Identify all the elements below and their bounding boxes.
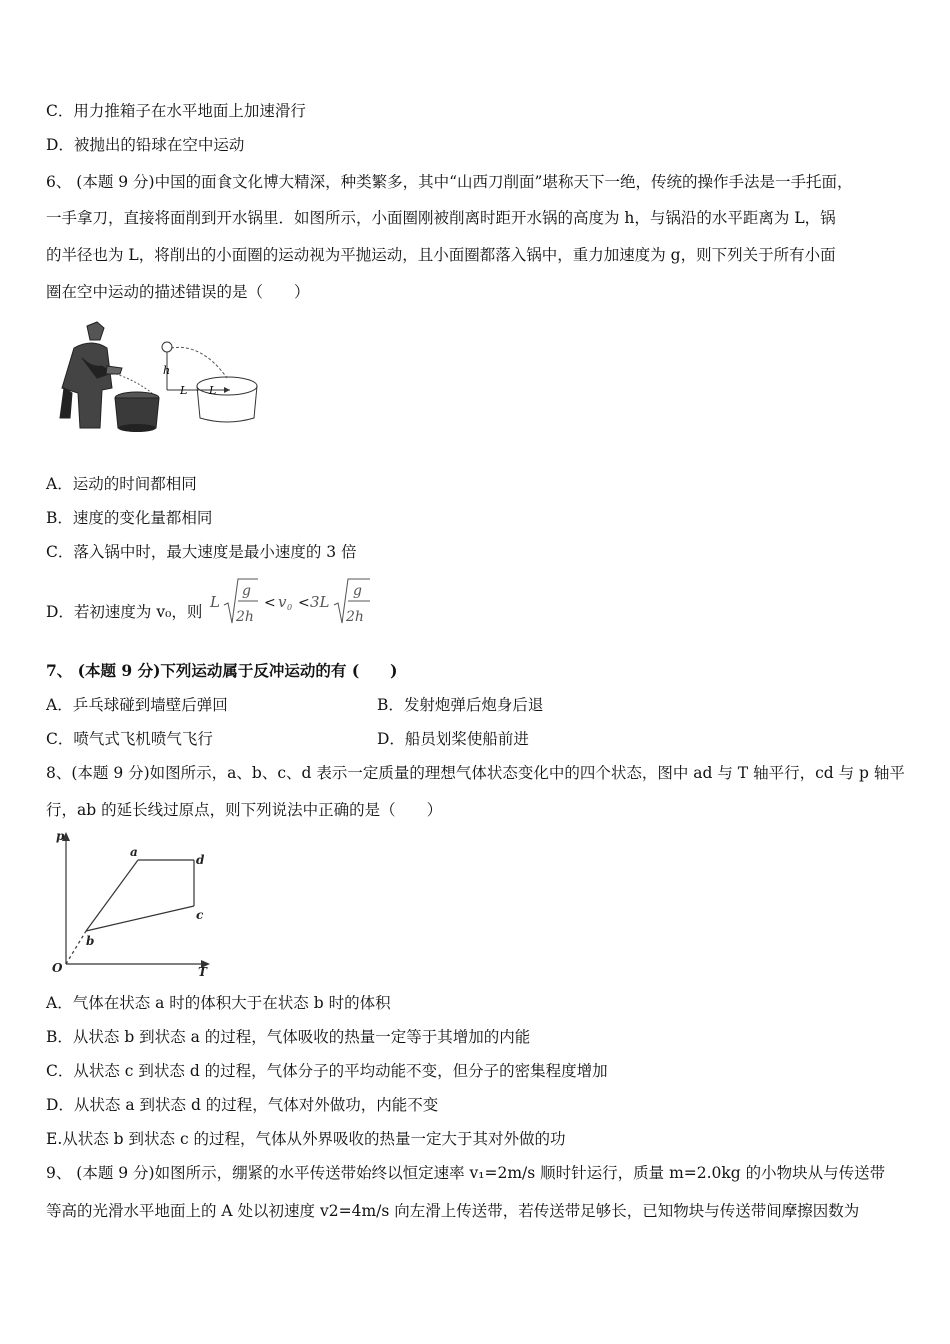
fig6-label-h: h (163, 364, 171, 377)
q7-option-b: B．发射炮弹后炮身后退 (377, 696, 544, 714)
axis-t-label: T (198, 965, 207, 978)
origin-label: O (52, 961, 63, 975)
q6-option-b: B．速度的变化量都相同 (46, 509, 213, 527)
q7-option-c: C．喷气式飞机喷气飞行 (46, 730, 213, 748)
state-b-label: b (86, 934, 95, 948)
fig6-label-l2: L (209, 384, 217, 397)
formula-g-num-1: g (242, 583, 251, 599)
formula-less-1: < (264, 595, 276, 611)
q6-stem-line3: 的半径也为 L，将削出的小面圈的运动视为平抛运动，且小面圈都落入锅中，重力加速度为 g，则下列关于所有小面 (46, 246, 836, 264)
formula-v0-sub: 0 (287, 603, 293, 612)
q9-stem-line1: 9、 (本题 9 分)如图所示，绷紧的水平传送带始终以恒定速率 v₁=2m/s 顺时针运行，质量 m=2.0kg 的小物块从与传送带 (46, 1164, 886, 1182)
state-c-label: c (196, 908, 204, 922)
q8-option-b: B．从状态 b 到状态 a 的过程，气体吸收的热量一定等于其增加的内能 (46, 1028, 531, 1046)
formula-l: L (210, 593, 220, 611)
q5-option-c: C．用力推箱子在水平地面上加速滑行 (46, 102, 306, 120)
q8-stem-line2: 行，ab 的延长线过原点，则下列说法中正确的是（ ） (46, 801, 443, 819)
q8-option-a: A．气体在状态 a 时的体积大于在状态 b 时的体积 (46, 994, 391, 1012)
q6-option-d-formula (206, 575, 376, 631)
q7-option-d: D．船员划桨使船前进 (377, 730, 529, 748)
chef-illustration (60, 322, 122, 428)
formula-3l: 3L (310, 593, 330, 611)
formula-v0: v (278, 593, 287, 611)
q6-option-d: D．若初速度为 v₀，则 (46, 603, 203, 621)
q8-option-d: D．从状态 a 到状态 d 的过程，气体对外做功，内能不变 (46, 1096, 439, 1114)
q6-stem-line4: 圈在空中运动的描述错误的是（ ） (46, 283, 310, 301)
formula-den-1: 2h (236, 609, 254, 625)
q6-option-c: C．落入锅中时，最大速度是最小速度的 3 倍 (46, 543, 357, 561)
pt-diagram (46, 826, 221, 978)
q7-option-a: A．乒乓球碰到墙壁后弹回 (46, 696, 228, 714)
q6-stem-line1: 6、 (本题 9 分)中国的面食文化博大精深，种类繁多，其中“山西刀削面”堪称天下一绝，传统的操作手法是一手托面， (46, 173, 853, 191)
q8-stem-line1: 8、(本题 9 分)如图所示，a、b、c、d 表示一定质量的理想气体状态变化中的四个状态，图中 ad 与 T 轴平行，cd 与 p 轴平 (46, 764, 905, 782)
axis-p-label: p (56, 829, 65, 843)
q7-stem: 7、 (本题 9 分)下列运动属于反冲运动的有 ( ) (46, 661, 398, 680)
state-a-label: a (130, 845, 138, 859)
formula-g-num-2: g (353, 583, 362, 599)
noodle-figure (52, 318, 267, 436)
formula-den-2: 2h (346, 609, 364, 625)
state-d-label: d (196, 853, 205, 867)
q6-option-a: A．运动的时间都相同 (46, 475, 197, 493)
q6-stem-line2: 一手拿刀，直接将面削到开水锅里．如图所示，小面圈刚被削离时距开水锅的高度为 h，与锅沿的水平距离为 L，锅 (46, 209, 836, 227)
formula-less-2: < (298, 595, 310, 611)
q8-option-e: E.从状态 b 到状态 c 的过程，气体从外界吸收的热量一定大于其对外做的功 (46, 1130, 566, 1148)
q5-option-d: D．被抛出的铅球在空中运动 (46, 136, 245, 154)
q8-option-c: C．从状态 c 到状态 d 的过程，气体分子的平均动能不变，但分子的密集程度增加 (46, 1062, 608, 1080)
fig6-label-l1: L (180, 384, 188, 397)
q9-stem-line2: 等高的光滑水平地面上的 A 处以初速度 v2=4m/s 向左滑上传送带，若传送带足够长，已知物块与传送带间摩擦因数为 (46, 1202, 860, 1220)
